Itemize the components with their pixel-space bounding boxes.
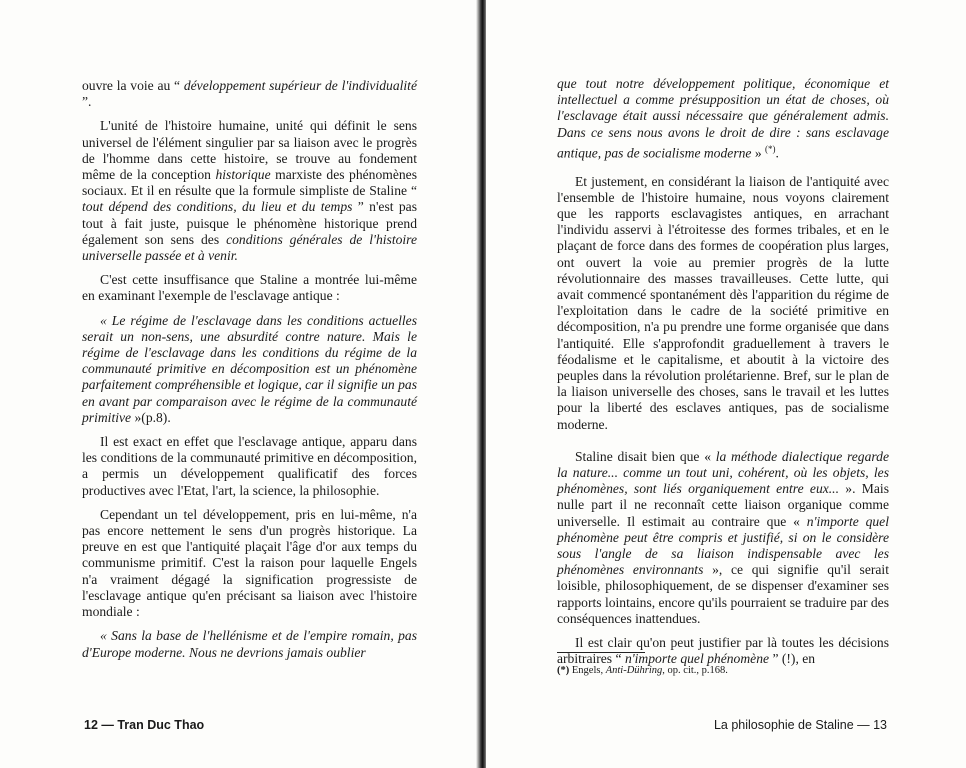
footnote: (*) Engels, Anti-Dühring, op. cit., p.168. — [557, 665, 728, 676]
right-page — [486, 0, 966, 768]
paragraph: Il est clair qu'on peut justifier par là toutes les décisions arbitraires “ n'importe quel phénomène ” (!), en — [557, 635, 889, 667]
paragraph: ouvre la voie au “ développement supérieur de l'individualité ”. — [82, 78, 417, 110]
paragraph: L'unité de l'histoire humaine, unité qui définit le sens universel de l'élément singulier par sa liaison avec le progrès de l'homme dans cette histoire, se trouve au fondement même de la conception historique marxiste des phénomènes sociaux. Et il en résulte que la formule simpliste de Staline “ tout dépend des conditions, du lieu et du temps ” n'est pas tout à fait juste, puisque le phénomène historique prend également son sens des conditions générales de l'histoire universelle passée et à venir. — [82, 118, 418, 264]
paragraph: Il est exact en effet que l'esclavage antique, apparu dans les conditions de la communauté primitive en décomposition, a permis un développement qualificatif des forces productives avec l'Etat, l'art, la science, la philosophie. — [82, 434, 417, 498]
paragraph: Et justement, en considérant la liaison de l'antiquité avec l'ensemble de l'histoire humaine, nous voyons clairement que les rapports esclavagistes antiques, en arrachant l'individu asservi à l'étroitesse des formes tribales, et en le plaçant de force dans des formes de coopération plus larges, ont ouvert la voie au premier progrès de la lutte révolutionnaire des masses travailleuses. Cette lutte, qui avait commencé spontanément dès l'apparition du régime de l'exploitation dans le cadre de la société primitive en décomposition, n'a pu prendre une forme organisée que dans l'antiquité. Elle s'approfondit graduellement à travers le féodalisme et le capitalisme, et aboutit à la victoire des peuples dans la révolution prolétarienne. Bref, sur le plan de la liaison universelle des choses, sans le travail et les luttes pour la liberté des esclaves antiques, pas de socialisme moderne. — [557, 173, 889, 432]
footnote-rule — [557, 652, 645, 653]
quote-paragraph: « Le régime de l'esclavage dans les conditions actuelles serait un non-sens, une absurdité contre nature. Mais le régime de l'esclavage dans les conditions du régime de la communauté primitive en décomposition est un phénomène parfaitement compréhensible et logique, car il signifie un pas en avant par comparaison avec le régime de la communauté primitive »(p.8). — [82, 312, 417, 425]
paragraph: Cependant un tel développement, pris en lui-même, n'a pas encore nettement le sens d'un progrès historique. La preuve en est que l'antiquité plaçait l'âge d'or aux temps du communisme primitif. C'est la raison pour laquelle Engels n'a vraiment dégagé la signification progressiste de l'esclavage antique qu'en précisant sa liaison avec l'histoire mondiale : — [82, 506, 417, 620]
left-page-folio: 12 — Tran Duc Thao — [84, 718, 205, 732]
paragraph: Staline disait bien que « la méthode dialectique regarde la nature... comme un tout uni, cohérent, où les objets, les phénomènes, sont liés organiquement entre eux... ». Mais nulle part il ne reconnaît cette liaison organique comme universelle. Il estimait au contraire que « n'importe quel phénomène peut être compris et justifié, si on le considère sous l'angle de sa liaison indispensable avec les phénomènes environnants », ce qui signifie qu'il serait loisible, philosophiquement, de se dispenser d'examiner ses rapports lointains, encore qu'ils pourraient se traduire par des conséquences inattendues. — [557, 448, 889, 626]
quote-paragraph: que tout notre développement politique, économique et intellectuel a comme présupposition un état de choses, où l'esclavage était aussi nécessaire que généralement admis. Dans ce sens nous avons le droit de dire : sans esclavage antique, pas de socialisme moderne » (*). — [557, 76, 889, 161]
quote-paragraph: « Sans la base de l'hellénisme et de l'empire romain, pas d'Europe moderne. Nous ne devrions jamais oublier — [82, 628, 417, 660]
right-page-folio: La philosophie de Staline — 13 — [713, 718, 887, 732]
right-text-column — [557, 76, 889, 675]
left-page — [0, 0, 478, 768]
left-text-column — [82, 78, 417, 669]
paragraph: C'est cette insuffisance que Staline a montrée lui-même en examinant l'exemple de l'esclavage antique : — [82, 272, 417, 304]
footnote-marker: (*) — [765, 143, 776, 154]
